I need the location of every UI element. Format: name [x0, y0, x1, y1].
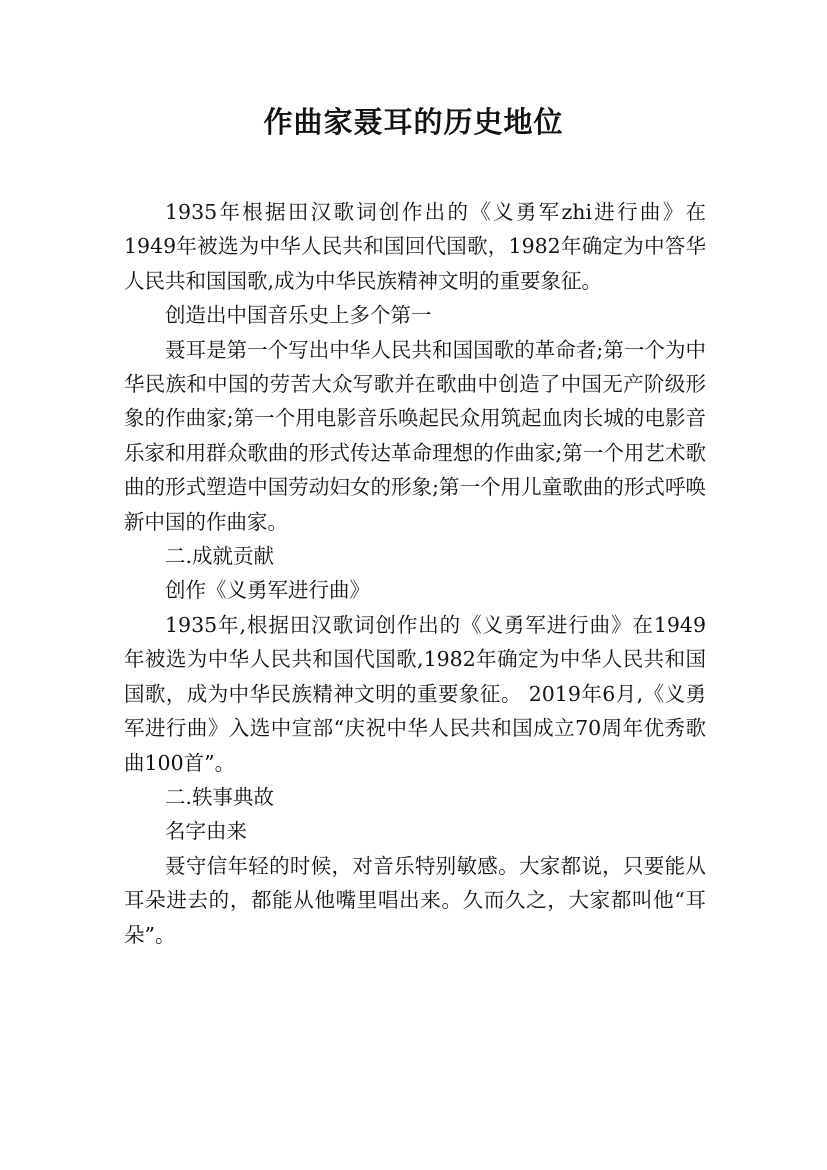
- subheading-march: 创作《义勇军进行曲》: [165, 578, 370, 603]
- document-body: [124, 195, 706, 952]
- heading-firsts: 创造出中国音乐史上多个第一: [165, 303, 432, 328]
- heading-achievements: 二.成就贡献: [165, 544, 275, 569]
- subheading-name-origin: 名字由来: [165, 819, 247, 844]
- paragraph-anthem-intro: 1935年根据田汉歌词创作出的《义勇军zhi进行曲》在1949年被选为中华人民共和国回代国歌，1982年确定为中答华人民共和国国歌,成为中华民族精神文明的重要象征。: [124, 200, 706, 293]
- paragraph-march: 1935年,根据田汉歌词创作出的《义勇军进行曲》在1949年被选为中华人民共和国代国歌,1982年确定为中华人民共和国国歌，成为中华民族精神文明的重要象征。 2019年6月,《义勇军进行曲》入选中宣部“庆祝中华人民共和国成立70周年优秀歌曲100首”。: [124, 612, 706, 775]
- document-title: 作曲家聂耳的历史地位: [263, 105, 564, 139]
- heading-anecdotes: 二.轶事典故: [165, 784, 275, 809]
- paragraph-firsts: 聂耳是第一个写出中华人民共和国国歌的革命者;第一个为中华民族和中国的劳苦大众写歌并在歌曲中创造了中国无产阶级形象的作曲家;第一个用电影音乐唤起民众用筑起血肉长城的电影音乐家和用群众歌曲的形式传达革命理想的作曲家;第一个用艺术歌曲的形式塑造中国劳动妇女的形象;第一个用儿童歌曲的形式呼唤新中国的作曲家。: [124, 337, 706, 534]
- paragraph-name-origin: 聂守信年轻的时候，对音乐特别敏感。大家都说，只要能从耳朵进去的，都能从他嘴里唱出来。久而久之，大家都叫他“耳朵”。: [124, 853, 706, 947]
